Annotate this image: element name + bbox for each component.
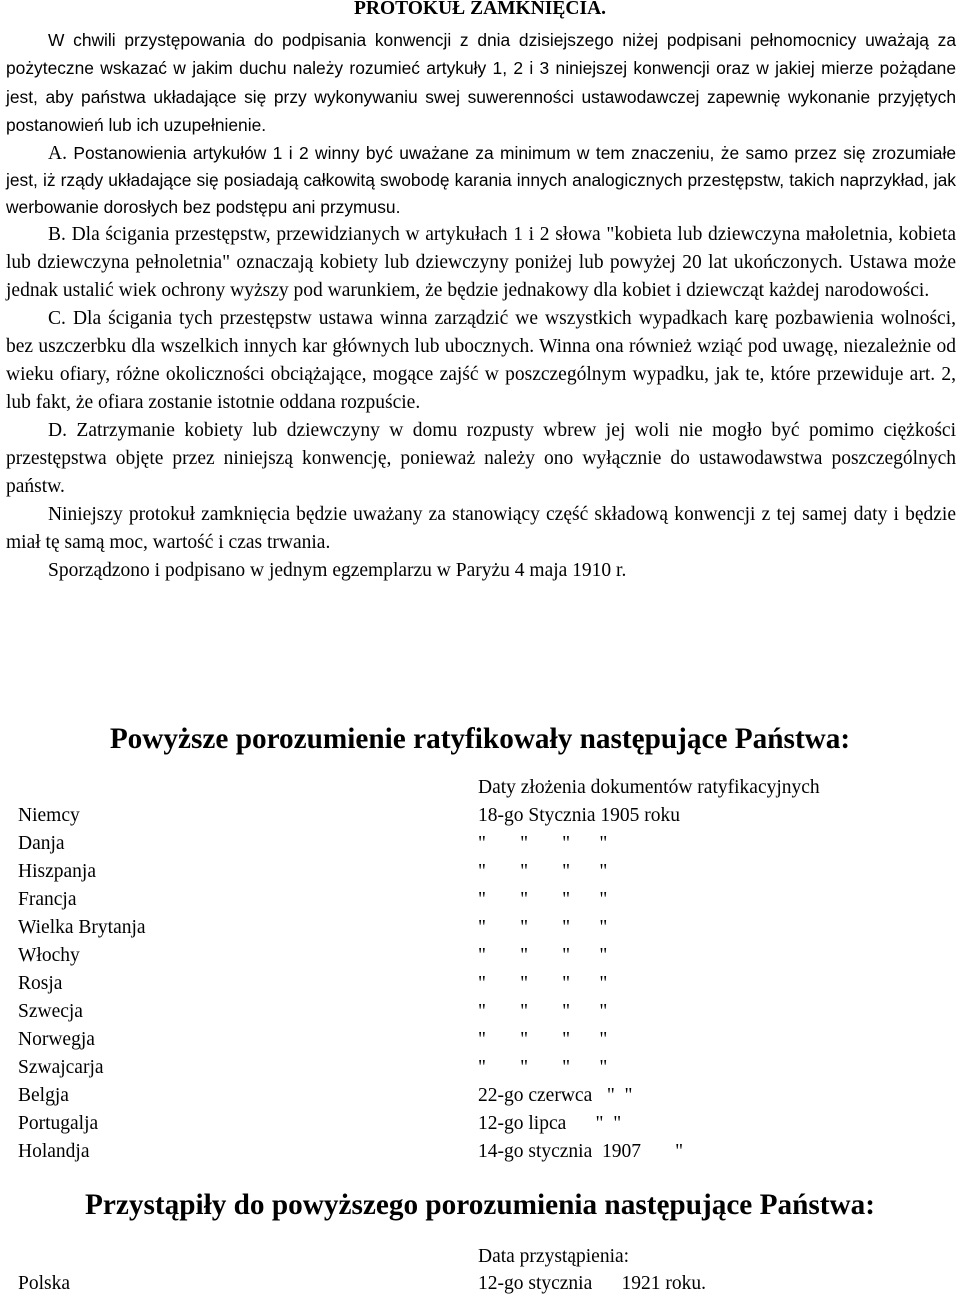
accession-date: 12-go stycznia 1921 roku. (478, 1273, 707, 1294)
country-name: Danja (18, 833, 65, 854)
ratification-date: " " " " (478, 1029, 608, 1050)
table-row (0, 998, 960, 1026)
country-name: Wielka Brytanja (18, 917, 146, 938)
country-name: Holandja (18, 1141, 90, 1162)
country-name: Portugalja (18, 1113, 99, 1134)
section-b-letter: B. (48, 223, 66, 245)
section-b-paragraph (6, 221, 956, 305)
country-name: Niemcy (18, 805, 80, 826)
section-d-letter: D. (48, 419, 67, 441)
section-a-paragraph (6, 140, 956, 221)
ratification-date: 22-go czerwca " " (478, 1085, 633, 1106)
ratification-date: 18-go Stycznia 1905 roku (478, 805, 681, 826)
closing-paragraph-signature: Sporządzono i podpisano w jednym egzemplarzu w Paryżu 4 maja 1910 r. (48, 559, 627, 581)
section-a-letter: A. (48, 142, 67, 164)
table-row (0, 1110, 960, 1138)
country-name: Francja (18, 889, 77, 910)
section-b-text: Dla ścigania przestępstw, przewidzianych w artykułach 1 i 2 słowa "kobieta lub dziewczyna małoletnia, kobieta lub dziewczyna pełnoletnia" oznaczają kobiety lub dziewczyny poniżej lub powyżej 20 lat ukończonych. Ustawa może jednak ustalić wiek ochrony wyższy pod warunkiem, że będzie jednakowy dla kobiet i dziewcząt każdej narodowości. (6, 223, 956, 301)
ratification-date: " " " " (478, 1057, 608, 1078)
closing-paragraph-validity: Niniejszy protokuł zamknięcia będzie uważany za stanowiący część składową konwencji z tej samej daty i będzie miał tę samą moc, wartość i czas trwania. (6, 503, 956, 553)
ratified-column-header: Daty złożenia dokumentów ratyfikacyjnych (478, 777, 820, 798)
intro-paragraph: W chwili przystępowania do podpisania konwencji z dnia dzisiejszego niżej podpisani pełnomocnicy uważają za pożyteczne wskazać w jakim duchu należy rozumieć artykuły 1, 2 i 3 niniejszej konwencji oraz w jakiej mierze pożądane jest, aby państwa układające się przy wykonywaniu swej suwerenności ustawodawczej zapewnię wykonanie przyjętych postanowień lub ich uzupełnienie. (6, 30, 956, 136)
country-name: Belgja (18, 1085, 69, 1106)
country-name: Hiszpanja (18, 861, 96, 882)
ratification-date: " " " " (478, 945, 608, 966)
section-d-text: Zatrzymanie kobiety lub dziewczyny w domu rozpusty wbrew jej woli nie mogło być pomimo ciężkości przestępstwa objęte przez niniejszą konwencję, ponieważ należy ono wyłącznie do ustawodawstwa poszczególnych państw. (6, 419, 957, 497)
section-d-paragraph (6, 417, 956, 501)
section-c-letter: C. (48, 307, 66, 329)
table-row (0, 802, 960, 830)
country-name: Rosja (18, 973, 63, 994)
section-a-text: Postanowienia artykułów 1 i 2 winny być uważane za minimum w tem znaczeniu, że samo przez się zrozumiałe jest, iż rządy układające się posiadają całkowitą swobodę karania innych analogicznych przestępstw, takich naprzykład, jak werbowanie dorosłych bez podstępu ani przymusu. (6, 142, 956, 218)
acceded-column-header: Data przystąpienia: (478, 1246, 630, 1267)
table-row (0, 970, 960, 998)
ratification-date: " " " " (478, 973, 608, 994)
country-name: Szwecja (18, 1001, 83, 1022)
table-row (0, 942, 960, 970)
country-name: Norwegja (18, 1029, 95, 1050)
table-row (0, 1026, 960, 1054)
ratification-date: 12-go lipca " " (478, 1113, 622, 1134)
table-row (0, 830, 960, 858)
section-c-paragraph (6, 305, 956, 417)
ratification-date: " " " " (478, 833, 608, 854)
country-name: Szwajcarja (18, 1057, 104, 1078)
ratification-date: 14-go stycznia 1907 " (478, 1141, 684, 1162)
table-row (0, 1270, 960, 1298)
ratified-heading: Powyższe porozumienie ratyfikowały następujące Państwa: (109, 723, 851, 755)
ratification-date: " " " " (478, 889, 608, 910)
table-row (0, 1082, 960, 1110)
ratification-date: " " " " (478, 917, 608, 938)
ratification-date: " " " " (478, 1001, 608, 1022)
country-name: Polska (18, 1273, 71, 1294)
table-row (0, 886, 960, 914)
section-c-text: Dla ścigania tych przestępstw ustawa winna zarządzić we wszystkich wypadkach karę pozbawienia wolności, bez uszczerbku dla wszelkich innych kar głównych lub ubocznych. Winna ona również wziąć pod uwagę, niezależnie od wieku ofiary, różne okoliczności obciążające, mogące zajść w poszczególnym wypadku, jak te, które przewiduje art. 2, lub fakt, że ofiara zostanie istotnie oddana rozpuście. (6, 307, 957, 413)
document-body (6, 26, 956, 585)
document-title: PROTOKUŁ ZAMKNIĘCIA. (353, 0, 607, 19)
table-row (0, 914, 960, 942)
ratification-date: " " " " (478, 861, 608, 882)
table-row (0, 858, 960, 886)
acceded-heading: Przystąpiły do powyższego porozumienia następujące Państwa: (85, 1189, 875, 1221)
table-row (0, 1138, 960, 1166)
country-name: Włochy (18, 945, 80, 966)
table-row (0, 1054, 960, 1082)
